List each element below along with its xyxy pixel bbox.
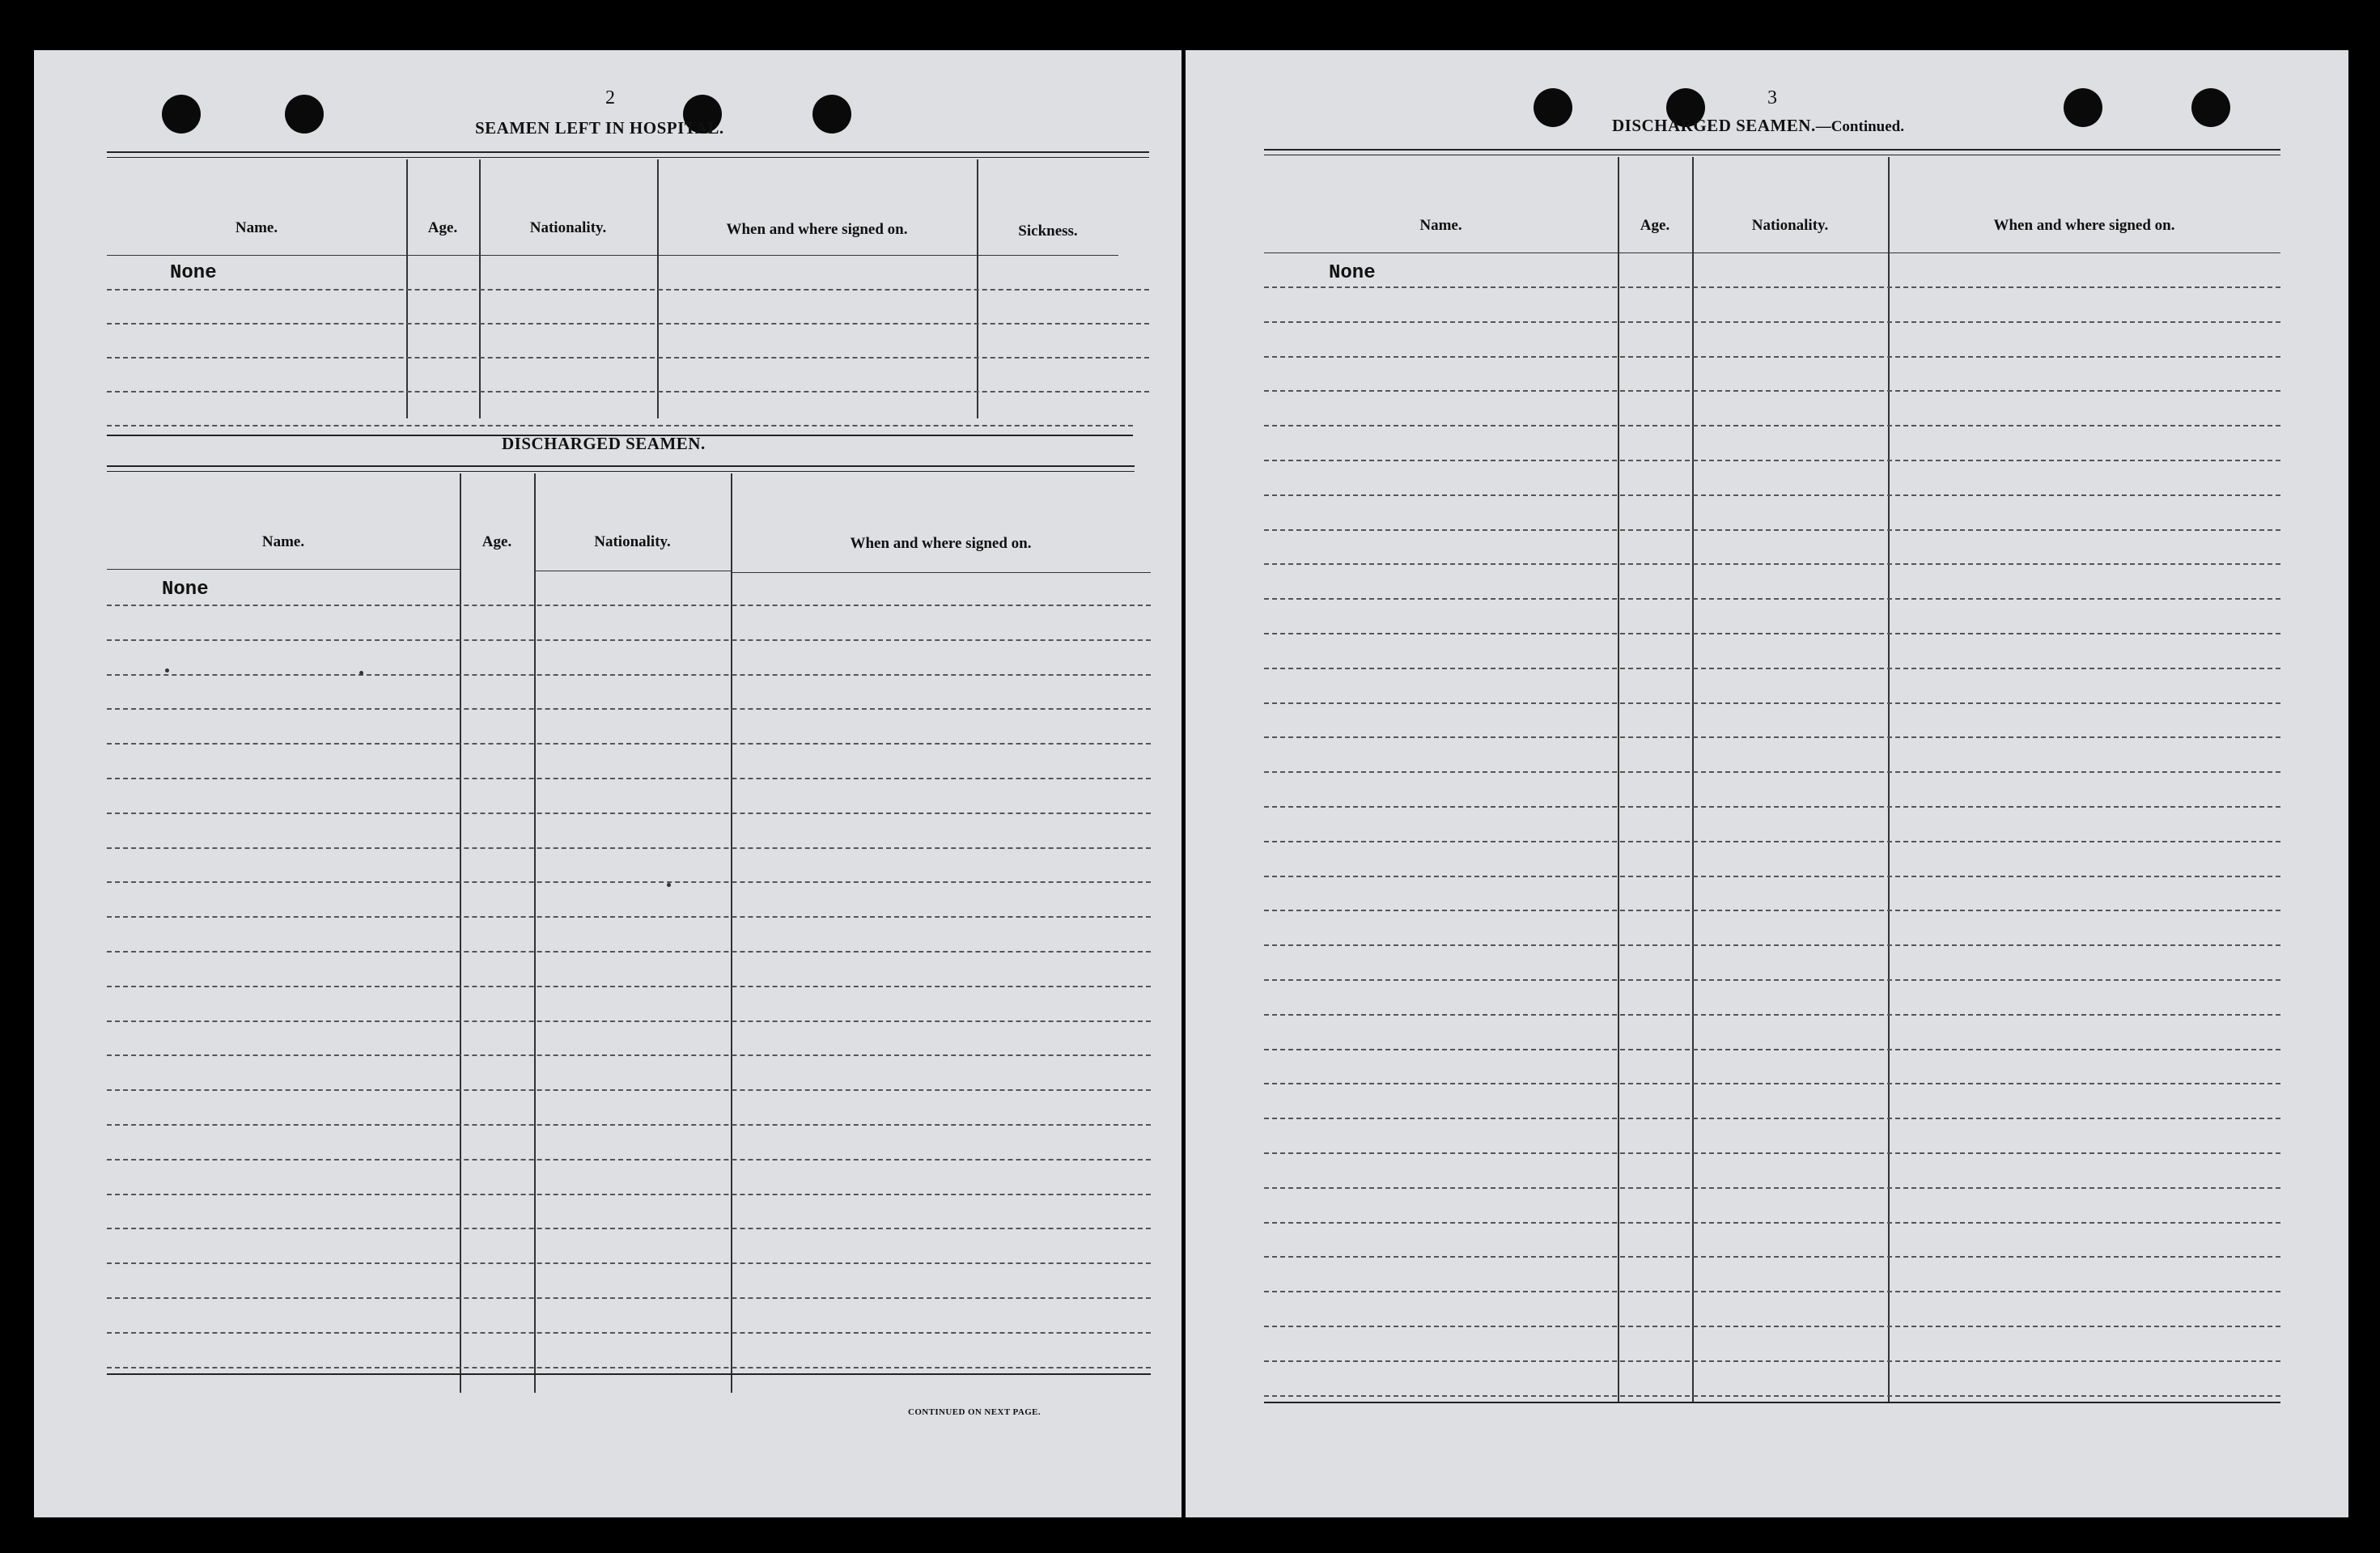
discharged-table — [1264, 149, 2280, 1403]
ruled-line — [1264, 598, 2280, 600]
ruled-line — [107, 674, 1151, 676]
ruled-line — [1264, 425, 2280, 426]
page-number: 2 — [605, 87, 615, 108]
ruled-line — [107, 1194, 1151, 1195]
column-header-nationality: Nationality. — [1751, 217, 1829, 234]
ruled-line — [1264, 1291, 2280, 1292]
ruled-line — [1264, 1014, 2280, 1016]
ruled-line — [1264, 356, 2280, 358]
punch-hole — [2064, 88, 2102, 127]
ruled-line — [1264, 494, 2280, 496]
ruled-line — [1264, 736, 2280, 738]
column-header-name: Name. — [261, 533, 305, 550]
right-page — [1186, 50, 2348, 1517]
ruled-line — [1264, 979, 2280, 981]
punch-hole — [2191, 88, 2230, 127]
ruled-line — [1264, 633, 2280, 634]
ruled-line — [107, 1367, 1151, 1368]
hospital-table — [107, 151, 1149, 475]
hospital-entry-name: None — [170, 262, 217, 284]
ruled-line — [107, 916, 1151, 918]
ruled-line — [1264, 910, 2280, 911]
ruled-line — [107, 1020, 1151, 1022]
ruled-line — [1264, 286, 2280, 288]
column-header-name: Name. — [235, 219, 278, 236]
ruled-line — [107, 881, 1151, 883]
ruled-line — [1264, 1118, 2280, 1119]
ruled-line — [1264, 806, 2280, 808]
column-header-age: Age. — [1640, 217, 1670, 234]
ruled-line — [107, 1332, 1151, 1334]
ruled-line — [1264, 1187, 2280, 1189]
column-header-age: Age. — [482, 533, 512, 550]
ruled-line — [1264, 702, 2280, 704]
column-header-name: Name. — [1419, 217, 1462, 234]
ruled-line — [107, 986, 1151, 987]
speck — [359, 671, 363, 675]
ruled-line — [1264, 1326, 2280, 1327]
section-title-suffix: —Continued. — [1815, 118, 1904, 135]
discharged-section-title: DISCHARGED SEAMEN. — [502, 434, 706, 453]
punch-hole — [1534, 88, 1572, 127]
ruled-line — [107, 605, 1151, 606]
ruled-line — [1264, 563, 2280, 565]
ruled-line — [107, 1089, 1151, 1091]
page-number: 3 — [1767, 87, 1777, 108]
ruled-line — [107, 639, 1151, 641]
ruled-line — [107, 743, 1151, 745]
ruled-line — [107, 1124, 1151, 1126]
column-header-when-where: When and where signed on. — [726, 221, 908, 238]
column-header-sickness: Sickness. — [1018, 223, 1078, 240]
discharged-continued-title — [1612, 116, 1904, 136]
ruled-line — [1264, 668, 2280, 669]
column-header-age: Age. — [427, 219, 458, 236]
ruled-line — [107, 847, 1151, 849]
ruled-line — [1264, 390, 2280, 392]
ruled-line — [107, 1054, 1151, 1056]
continued-note: CONTINUED ON NEXT PAGE. — [908, 1407, 1042, 1417]
punch-hole — [812, 95, 851, 134]
column-header-nationality: Nationality. — [594, 533, 671, 550]
ruled-line — [1264, 841, 2280, 842]
section-title: DISCHARGED SEAMEN. — [1612, 116, 1816, 135]
column-header-when-where: When and where signed on. — [1993, 217, 2175, 234]
ruled-line — [107, 708, 1151, 710]
speck — [165, 668, 169, 673]
ruled-line — [1264, 1083, 2280, 1084]
ruled-line — [1264, 1152, 2280, 1154]
ruled-line — [107, 1228, 1151, 1229]
ruled-line — [1264, 1360, 2280, 1362]
ruled-line — [1264, 1222, 2280, 1224]
punch-hole — [285, 95, 324, 134]
ruled-line — [107, 951, 1151, 953]
bottom-rule — [107, 1373, 1151, 1375]
ruled-line — [1264, 944, 2280, 946]
left-page — [34, 50, 1182, 1517]
ruled-line — [1264, 321, 2280, 323]
ruled-line — [107, 1297, 1151, 1299]
speck — [667, 883, 671, 887]
ruled-line — [107, 1262, 1151, 1264]
ruled-line — [107, 1159, 1151, 1161]
ruled-line — [1264, 1256, 2280, 1258]
column-header-nationality: Nationality. — [529, 219, 607, 236]
punch-hole — [162, 95, 201, 134]
ruled-line — [1264, 460, 2280, 461]
discharged-entry-name: None — [1329, 262, 1376, 284]
ruled-line — [1264, 1395, 2280, 1397]
ruled-line — [107, 778, 1151, 779]
ruled-line — [1264, 529, 2280, 531]
discharged-entry-name: None — [162, 579, 209, 600]
hospital-section-title: SEAMEN LEFT IN HOSPITAL. — [475, 118, 724, 138]
ruled-line — [1264, 771, 2280, 773]
column-header-when-where: When and where signed on. — [850, 535, 1032, 552]
bottom-rule — [1264, 1402, 2280, 1403]
ruled-line — [1264, 1049, 2280, 1050]
ruled-line — [1264, 876, 2280, 877]
discharged-table — [107, 465, 1151, 1396]
ruled-line — [107, 813, 1151, 814]
